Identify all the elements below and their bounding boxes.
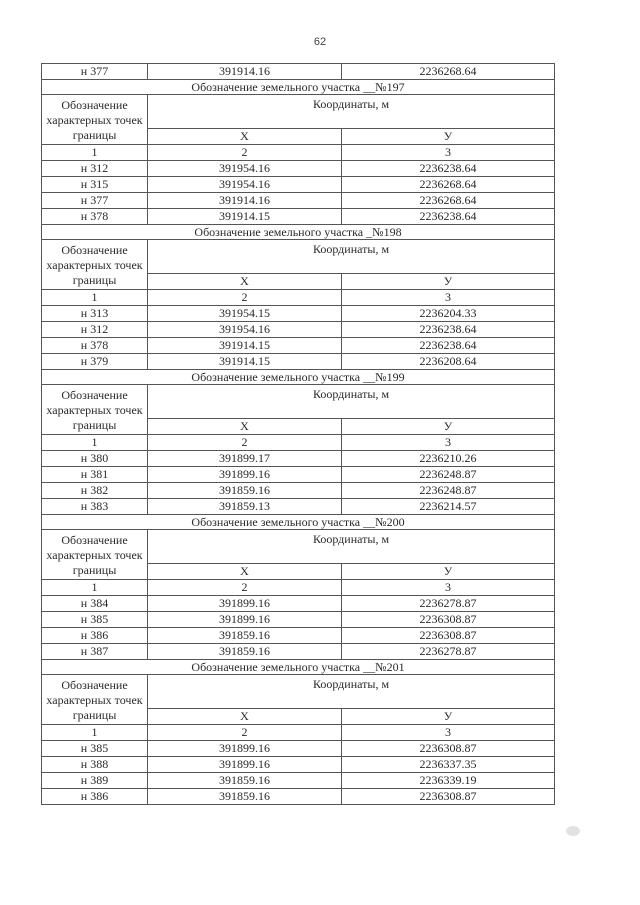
section-title: Обозначение земельного участка _№198	[42, 225, 555, 240]
y-cell: 2236238.64	[342, 161, 555, 177]
point-cell: н 377	[42, 193, 148, 209]
x-cell: 391954.15	[148, 306, 342, 322]
y-cell: 2236268.64	[342, 177, 555, 193]
point-cell: н 313	[42, 306, 148, 322]
designation-header: Обозначение характерных точек границы	[42, 530, 148, 580]
table-row	[42, 322, 555, 338]
x-cell: 391914.15	[148, 209, 342, 225]
x-cell: 391914.16	[148, 64, 342, 80]
header-row	[42, 385, 555, 419]
table-row	[42, 644, 555, 660]
column-number-row	[42, 580, 555, 596]
x-cell: 391899.16	[148, 757, 342, 773]
section-title-row	[42, 80, 555, 95]
x-cell: 391899.16	[148, 612, 342, 628]
coordinates-header: Координаты, м	[148, 95, 555, 129]
point-cell: н 386	[42, 789, 148, 805]
x-cell: 391914.16	[148, 193, 342, 209]
section-title-row	[42, 660, 555, 675]
coordinates-header: Координаты, м	[148, 675, 555, 709]
y-axis-header: У	[342, 274, 555, 290]
point-cell: н 378	[42, 209, 148, 225]
table-row	[42, 612, 555, 628]
table-row	[42, 483, 555, 499]
column-number: 3	[342, 580, 555, 596]
page-number: 62	[313, 36, 327, 48]
y-cell: 2236278.87	[342, 644, 555, 660]
x-cell: 391954.16	[148, 177, 342, 193]
x-cell: 391899.16	[148, 741, 342, 757]
y-cell: 2236339.19	[342, 773, 555, 789]
column-number: 1	[42, 725, 148, 741]
point-cell: н 387	[42, 644, 148, 660]
column-number: 3	[342, 145, 555, 161]
column-number: 1	[42, 145, 148, 161]
y-cell: 2236268.64	[342, 193, 555, 209]
x-cell: 391859.16	[148, 644, 342, 660]
column-number-row	[42, 145, 555, 161]
point-cell: н 388	[42, 757, 148, 773]
y-cell: 2236308.87	[342, 612, 555, 628]
y-cell: 2236238.64	[342, 209, 555, 225]
section-title-row	[42, 225, 555, 240]
table-row	[42, 193, 555, 209]
designation-header: Обозначение характерных точек границы	[42, 240, 148, 290]
column-number: 1	[42, 435, 148, 451]
column-number: 1	[42, 580, 148, 596]
x-cell: 391899.16	[148, 467, 342, 483]
point-cell: н 385	[42, 741, 148, 757]
table-row	[42, 306, 555, 322]
x-cell: 391914.15	[148, 354, 342, 370]
point-cell: н 386	[42, 628, 148, 644]
header-row	[42, 95, 555, 129]
point-cell: н 389	[42, 773, 148, 789]
x-cell: 391914.15	[148, 338, 342, 354]
coordinates-header: Координаты, м	[148, 385, 555, 419]
column-number: 1	[42, 290, 148, 306]
y-cell: 2236210.26	[342, 451, 555, 467]
y-cell: 2236204.33	[342, 306, 555, 322]
designation-header: Обозначение характерных точек границы	[42, 675, 148, 725]
table-row	[42, 354, 555, 370]
x-axis-header: X	[148, 564, 342, 580]
point-cell: н 380	[42, 451, 148, 467]
column-number-row	[42, 435, 555, 451]
point-cell: н 381	[42, 467, 148, 483]
y-axis-header: У	[342, 419, 555, 435]
x-cell: 391954.16	[148, 161, 342, 177]
x-axis-header: X	[148, 709, 342, 725]
table-row	[42, 338, 555, 354]
coordinates-header: Координаты, м	[148, 240, 555, 274]
x-cell: 391859.13	[148, 499, 342, 515]
table-row	[42, 499, 555, 515]
column-number: 2	[148, 580, 342, 596]
table-row	[42, 209, 555, 225]
column-number: 2	[148, 290, 342, 306]
column-number: 2	[148, 145, 342, 161]
table-row	[42, 467, 555, 483]
y-axis-header: У	[342, 709, 555, 725]
column-number: 3	[342, 725, 555, 741]
column-number: 3	[342, 435, 555, 451]
table-row	[42, 161, 555, 177]
y-cell: 2236308.87	[342, 741, 555, 757]
y-cell: 2236238.64	[342, 338, 555, 354]
column-number: 2	[148, 435, 342, 451]
y-cell: 2236238.64	[342, 322, 555, 338]
coordinates-table	[41, 63, 555, 805]
point-cell: н 382	[42, 483, 148, 499]
y-cell: 2236214.57	[342, 499, 555, 515]
point-cell: н 385	[42, 612, 148, 628]
table-row	[42, 451, 555, 467]
coordinates-header: Координаты, м	[148, 530, 555, 564]
designation-header: Обозначение характерных точек границы	[42, 385, 148, 435]
y-cell: 2236278.87	[342, 596, 555, 612]
x-cell: 391859.16	[148, 773, 342, 789]
header-row	[42, 675, 555, 709]
x-cell: 391859.16	[148, 628, 342, 644]
column-number-row	[42, 290, 555, 306]
y-cell: 2236268.64	[342, 64, 555, 80]
designation-header: Обозначение характерных точек границы	[42, 95, 148, 145]
table-row	[42, 789, 555, 805]
x-axis-header: X	[148, 419, 342, 435]
x-cell: 391954.16	[148, 322, 342, 338]
y-cell: 2236248.87	[342, 467, 555, 483]
y-axis-header: У	[342, 564, 555, 580]
y-cell: 2236337.35	[342, 757, 555, 773]
header-row	[42, 530, 555, 564]
section-title: Обозначение земельного участка __№201	[42, 660, 555, 675]
point-cell: н 315	[42, 177, 148, 193]
table-row	[42, 596, 555, 612]
header-row	[42, 240, 555, 274]
y-cell: 2236308.87	[342, 789, 555, 805]
table-row	[42, 757, 555, 773]
point-cell: н 384	[42, 596, 148, 612]
point-cell: н 312	[42, 322, 148, 338]
section-title: Обозначение земельного участка __№197	[42, 80, 555, 95]
table-row	[42, 64, 555, 80]
x-cell: 391899.16	[148, 596, 342, 612]
column-number: 3	[342, 290, 555, 306]
x-cell: 391859.16	[148, 789, 342, 805]
point-cell: н 312	[42, 161, 148, 177]
coordinates-document	[41, 63, 554, 805]
y-cell: 2236308.87	[342, 628, 555, 644]
x-cell: 391899.17	[148, 451, 342, 467]
scan-smudge	[566, 826, 580, 836]
y-axis-header: У	[342, 129, 555, 145]
table-row	[42, 773, 555, 789]
column-number: 2	[148, 725, 342, 741]
section-title-row	[42, 515, 555, 530]
section-title: Обозначение земельного участка __№200	[42, 515, 555, 530]
x-cell: 391859.16	[148, 483, 342, 499]
y-cell: 2236208.64	[342, 354, 555, 370]
section-title: Обозначение земельного участка __№199	[42, 370, 555, 385]
point-cell: н 379	[42, 354, 148, 370]
section-title-row	[42, 370, 555, 385]
table-row	[42, 741, 555, 757]
y-cell: 2236248.87	[342, 483, 555, 499]
table-row	[42, 628, 555, 644]
point-cell: н 377	[42, 64, 148, 80]
x-axis-header: X	[148, 129, 342, 145]
x-axis-header: X	[148, 274, 342, 290]
point-cell: н 383	[42, 499, 148, 515]
table-row	[42, 177, 555, 193]
column-number-row	[42, 725, 555, 741]
point-cell: н 378	[42, 338, 148, 354]
